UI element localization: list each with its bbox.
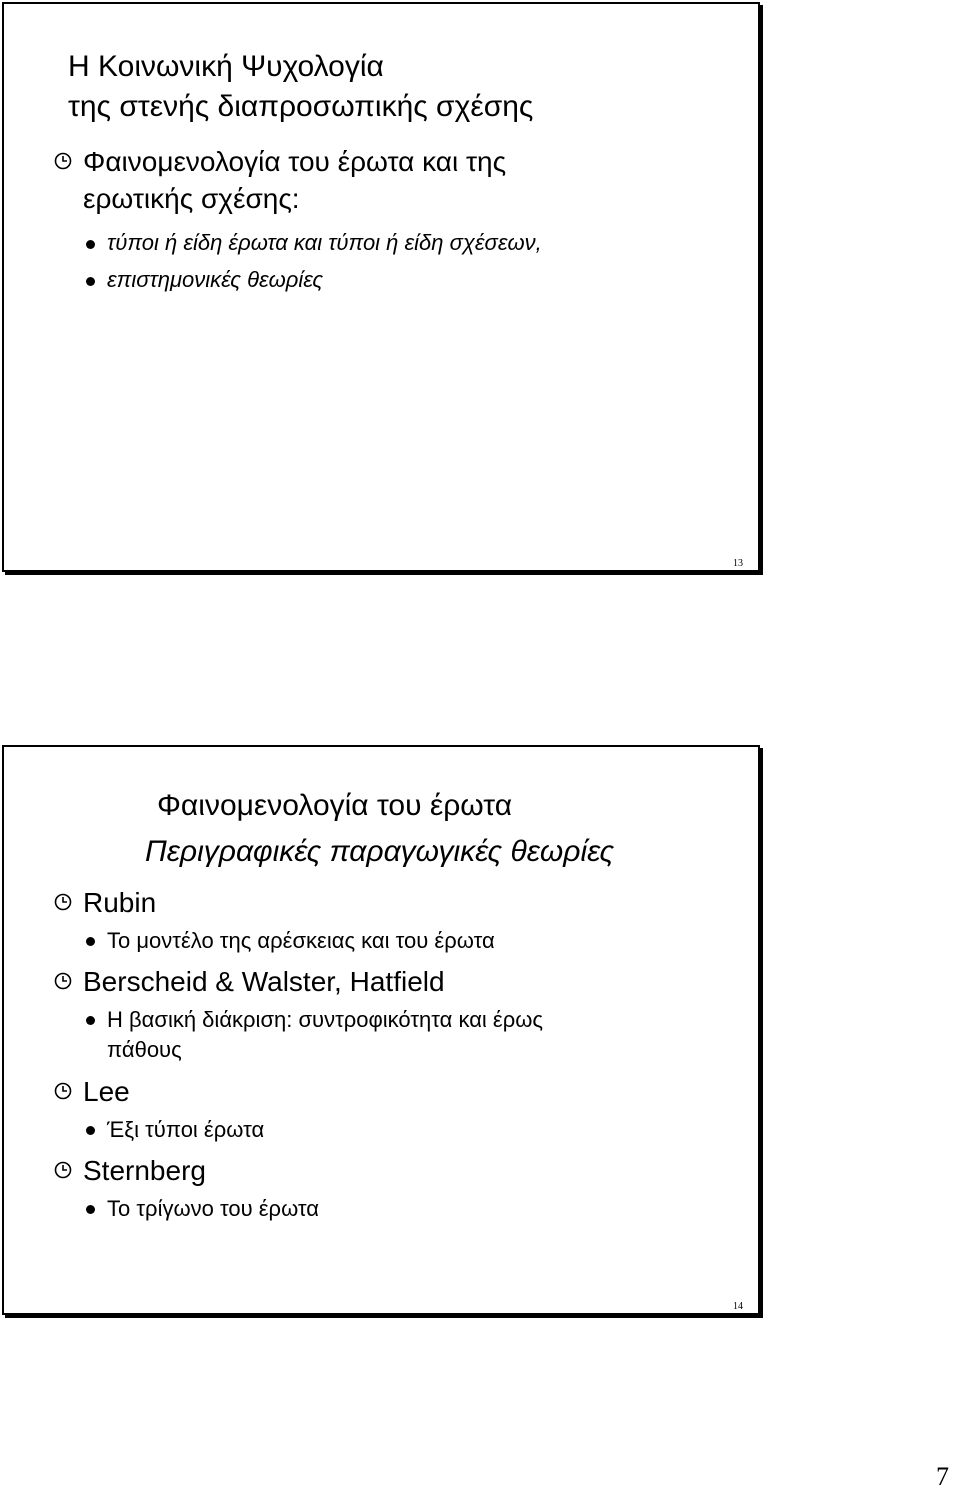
clock-bullet-icon — [54, 1082, 72, 1100]
dot-bullet-icon — [86, 1205, 95, 1214]
slide-number: 14 — [733, 1301, 743, 1312]
slide-subtitle: Περιγραφικές παραγωγικές θεωρίες — [145, 835, 615, 868]
theory-detail: Το τρίγωνο του έρωτα — [107, 1196, 320, 1221]
slide-number: 13 — [733, 558, 743, 569]
slide-title: Φαινομενολογία του έρωτα — [157, 789, 513, 822]
theory-detail: Το μοντέλο της αρέσκειας και του έρωτα — [107, 928, 495, 953]
clock-bullet-icon — [54, 972, 72, 990]
dot-bullet-icon — [86, 277, 95, 286]
sub-point: τύποι ή είδη έρωτα και τύποι ή είδη σχέσεων, — [107, 230, 542, 255]
theory-detail-continued: πάθους — [107, 1037, 182, 1062]
theory-detail: Έξι τύποι έρωτα — [107, 1117, 265, 1142]
page-number: 7 — [936, 1462, 949, 1491]
clock-bullet-icon — [54, 1161, 72, 1179]
sub-point: επιστημονικές θεωρίες — [107, 267, 324, 292]
theory-detail: Η βασική διάκριση: συντροφικότητα και έρως — [107, 1007, 544, 1032]
dot-bullet-icon — [86, 240, 95, 249]
theory-label: Berscheid & Walster, Hatfield — [83, 966, 445, 997]
clock-bullet-icon — [54, 152, 72, 170]
theory-label: Sternberg — [83, 1155, 206, 1186]
theory-label: Lee — [83, 1076, 130, 1107]
slide-title-line-2: της στενής διαπροσωπικής σχέσης — [68, 90, 534, 123]
theory-label: Rubin — [83, 887, 157, 918]
dot-bullet-icon — [86, 1126, 95, 1135]
slide-title-line-1: Η Κοινωνική Ψυχολογία — [68, 50, 384, 83]
main-point-line-1: Φαινομενολογία του έρωτα και της — [83, 146, 507, 177]
main-point-line-2: ερωτικής σχέσης: — [83, 183, 300, 214]
slide-13 — [2, 2, 760, 572]
dot-bullet-icon — [86, 937, 95, 946]
slide-14 — [2, 745, 760, 1315]
dot-bullet-icon — [86, 1016, 95, 1025]
clock-bullet-icon — [54, 893, 72, 911]
